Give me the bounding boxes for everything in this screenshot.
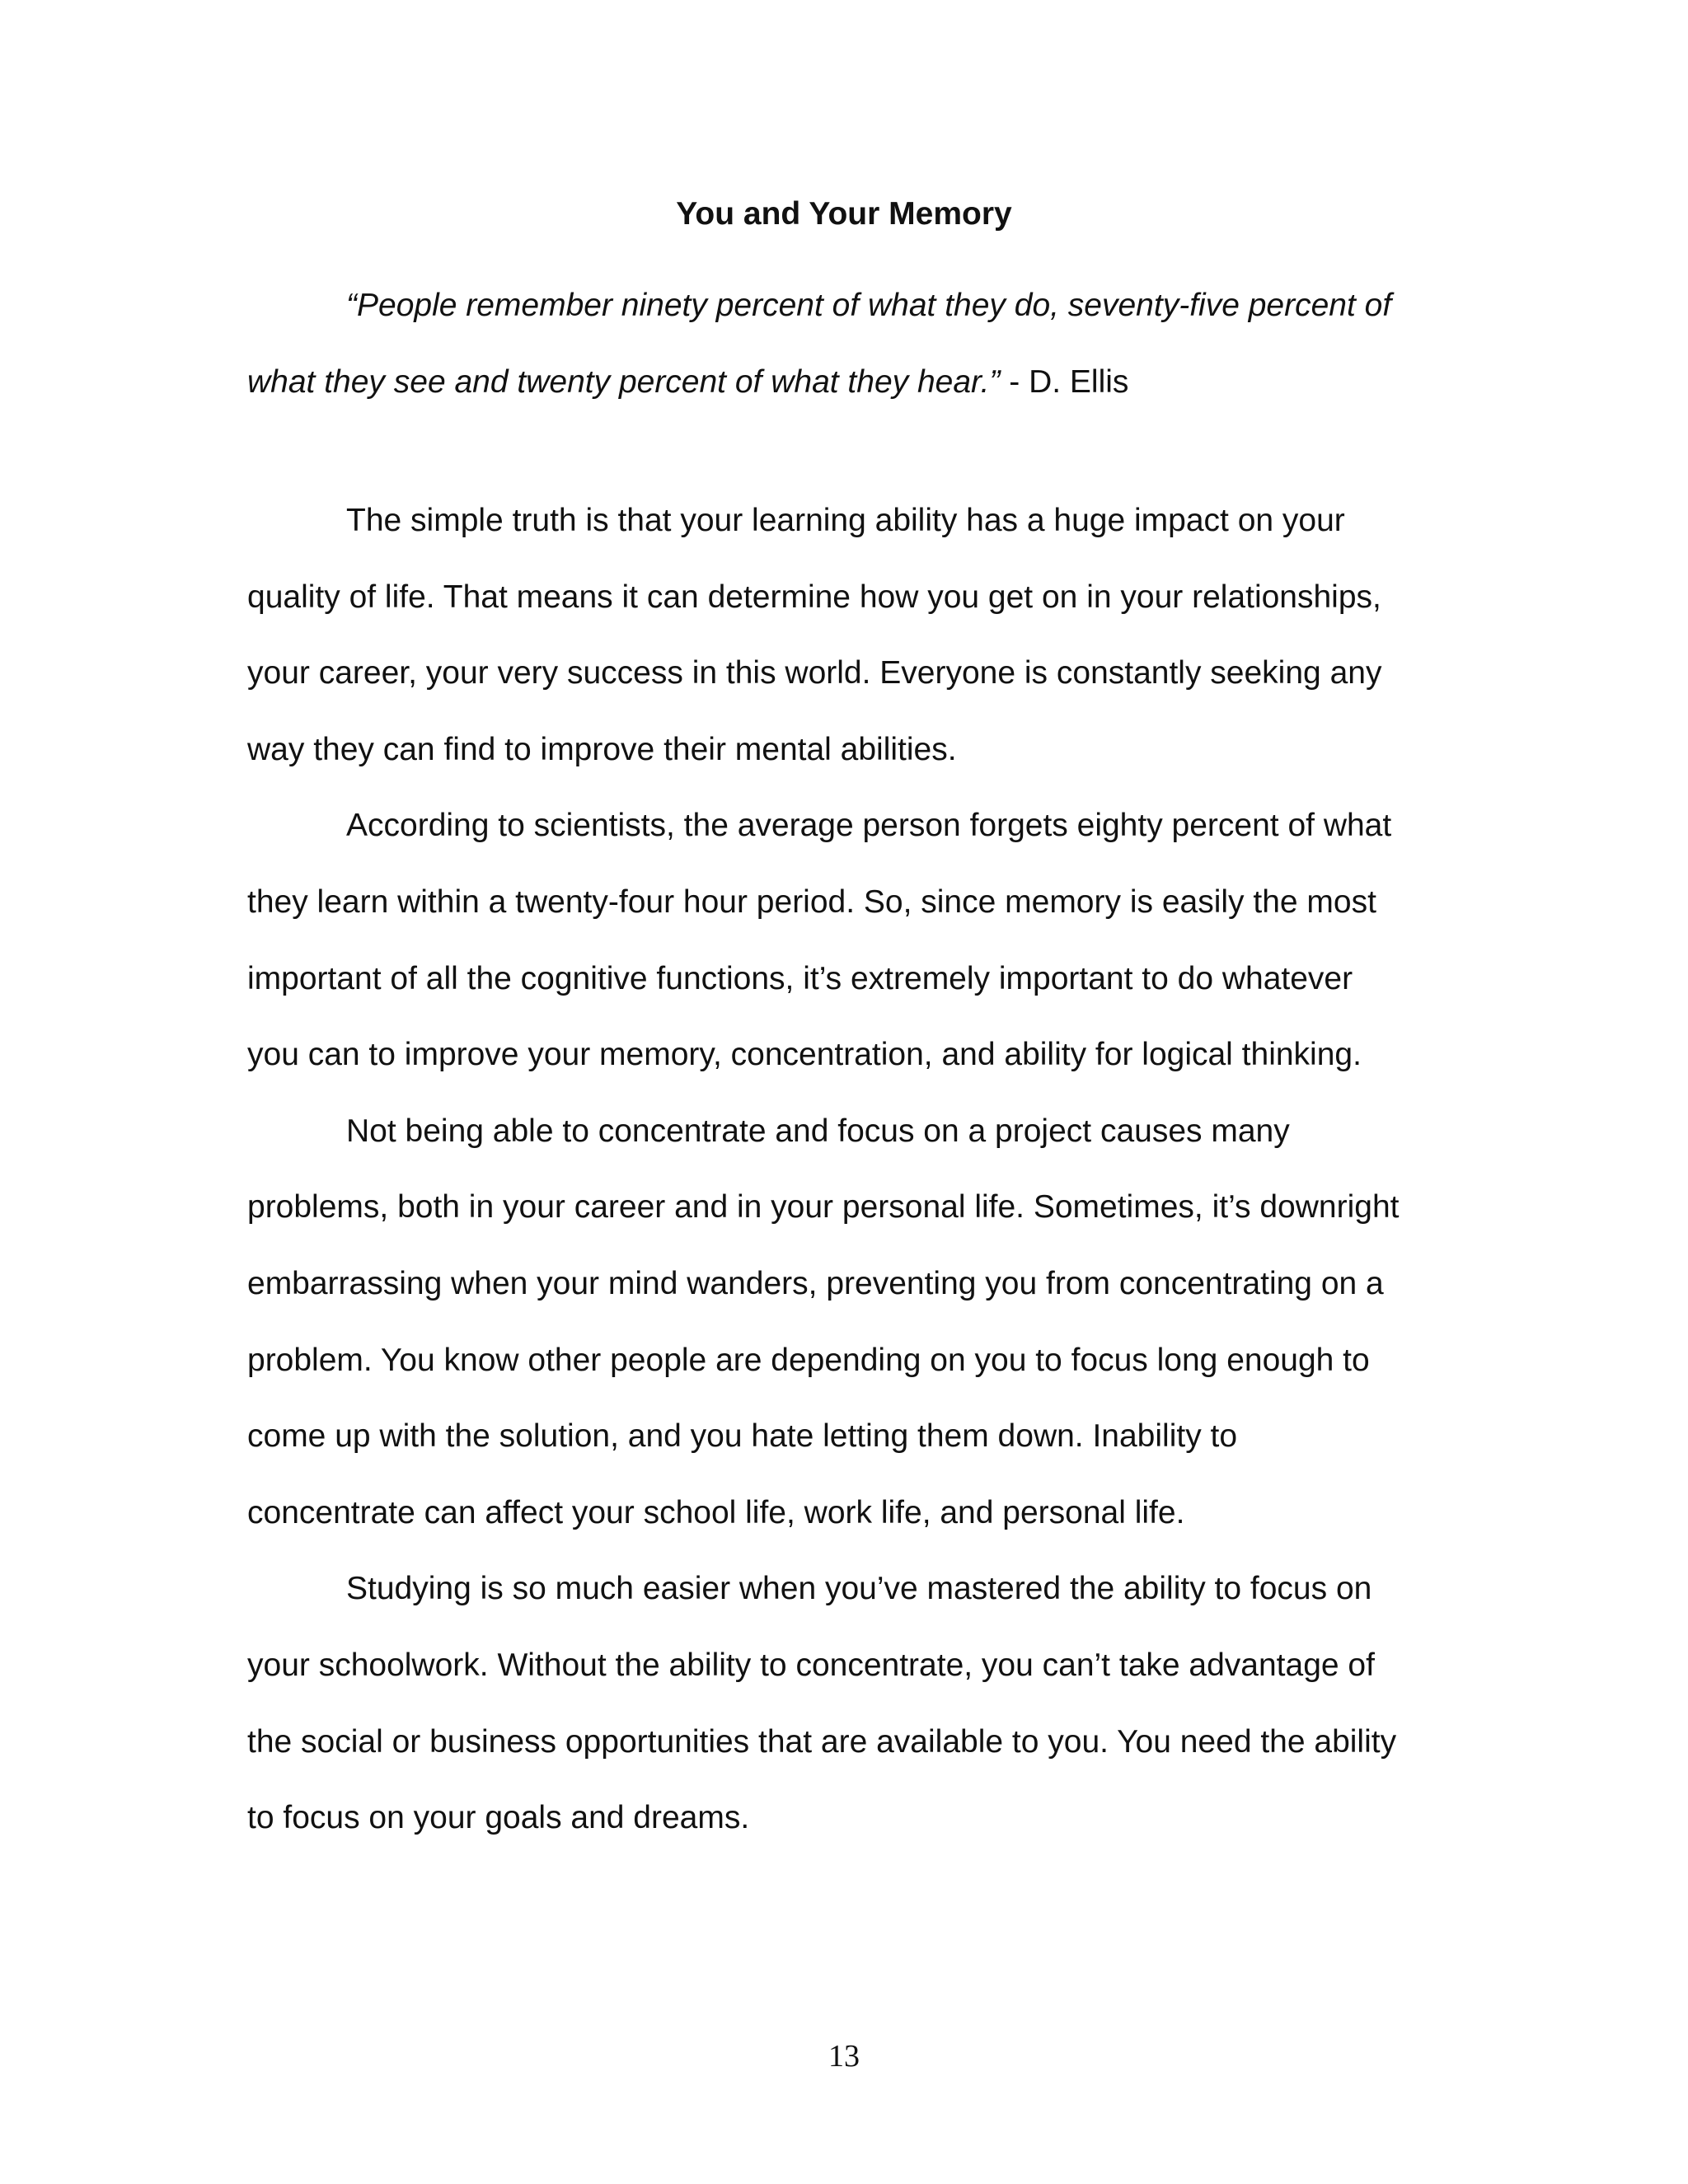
paragraph [247, 788, 1442, 1093]
paragraph-line: your schoolwork. Without the ability to concentrate, you can’t take advantage of [247, 1647, 1375, 1683]
epigraph-quote [247, 268, 1442, 420]
paragraph-line: concentrate can affect your school life, work life, and personal life. [247, 1494, 1185, 1530]
paragraph-line: come up with the solution, and you hate letting them down. Inability to [247, 1418, 1238, 1455]
epigraph-line: “People remember ninety percent of what they do, seventy-five percent of [346, 288, 1392, 323]
paragraph-line: the social or business opportunities that are available to you. You need the ability [247, 1723, 1397, 1760]
paragraph-line: way they can find to improve their mental abilities. [247, 731, 957, 767]
epigraph-line: what they see and twenty percent of what they hear.” - D. Ellis [247, 363, 1129, 400]
epigraph-attribution: - D. Ellis [1000, 363, 1129, 400]
page-title: You and Your Memory [676, 196, 1012, 232]
paragraph-line: embarrassing when your mind wanders, preventing you from concentrating on a [247, 1265, 1384, 1301]
paragraph [247, 1551, 1442, 1856]
paragraph-line: your career, your very success in this world. Everyone is constantly seeking any [247, 655, 1382, 691]
page-number: 13 [828, 2039, 860, 2074]
paragraph-line: Studying is so much easier when you’ve mastered the ability to focus on [346, 1571, 1372, 1607]
paragraph [247, 483, 1442, 788]
paragraph-line: quality of life. That means it can determine how you get on in your relationships, [247, 579, 1381, 615]
paragraph-line: important of all the cognitive functions, it’s extremely important to do whatever [247, 960, 1353, 996]
paragraph-line: problem. You know other people are depending on you to focus long enough to [247, 1342, 1370, 1378]
body-text [247, 483, 1442, 1857]
paragraph-line: to focus on your goals and dreams. [247, 1800, 750, 1836]
paragraph-line: The simple truth is that your learning ability has a huge impact on your [346, 503, 1345, 538]
paragraph-line: they learn within a twenty-four hour period. So, since memory is easily the most [247, 883, 1376, 920]
paragraph-line: Not being able to concentrate and focus on a project causes many [346, 1113, 1290, 1149]
paragraph-line: problems, both in your career and in your personal life. Sometimes, it’s downright [247, 1189, 1400, 1226]
paragraph-line: According to scientists, the average person forgets eighty percent of what [346, 808, 1392, 844]
paragraph [247, 1094, 1442, 1552]
paragraph-line: you can to improve your memory, concentration, and ability for logical thinking. [247, 1037, 1362, 1073]
